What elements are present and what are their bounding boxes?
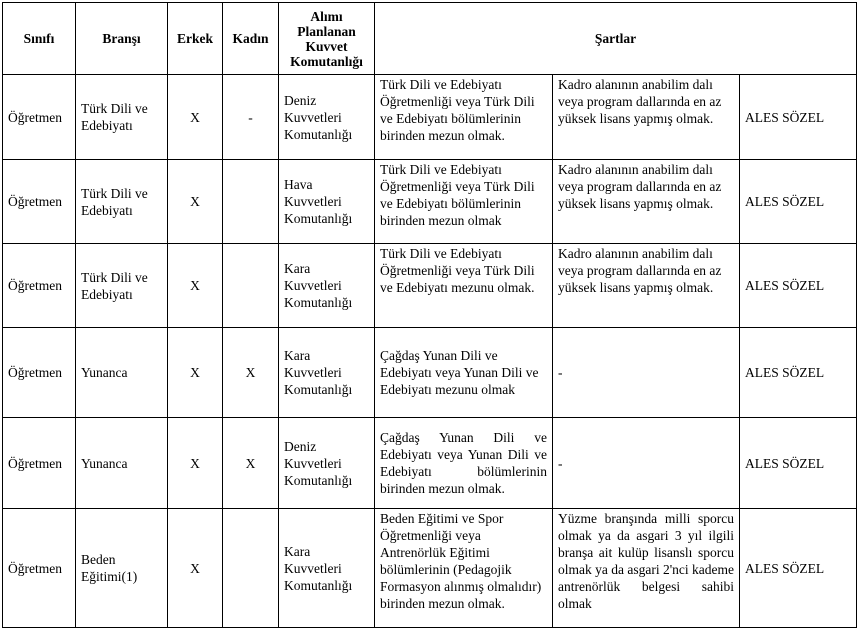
cell-sinifi: Öğretmen — [3, 244, 76, 328]
header-sinifi: Sınıfı — [3, 3, 76, 75]
cell-sinav: ALES SÖZEL — [740, 160, 857, 244]
cell-kadin — [223, 160, 279, 244]
header-erkek: Erkek — [168, 3, 223, 75]
cell-bransi: Yunanca — [76, 418, 168, 509]
cell-sinav: ALES SÖZEL — [740, 418, 857, 509]
cell-sinav: ALES SÖZEL — [740, 328, 857, 418]
table-row — [3, 418, 857, 509]
cell-sinifi: Öğretmen — [3, 328, 76, 418]
cell-bransi: Türk Dili ve Edebiyatı — [76, 75, 168, 160]
cell-erkek: X — [168, 509, 223, 628]
header-alimi: Alımı Planlanan Kuvvet Komutanlığı — [279, 3, 375, 75]
cell-sart-egitim: Beden Eğitimi ve Spor Öğretmenliği veya Antrenörlük Eğitimi bölümlerinin (Pedagojik Formasyon alınmış olmalıdır) birinden mezun olmak. — [375, 509, 553, 628]
cell-kadin: X — [223, 418, 279, 509]
cell-sart-egitim: Türk Dili ve Edebiyatı Öğretmenliği veya Türk Dili ve Edebiyatı bölümlerinin birinden mezun olmak — [375, 160, 553, 244]
header-row — [3, 3, 857, 75]
table-row — [3, 328, 857, 418]
table-row — [3, 75, 857, 160]
cell-sinav: ALES SÖZEL — [740, 244, 857, 328]
header-sartlar: Şartlar — [375, 3, 857, 75]
cell-sart-ek: Kadro alanının anabilim dalı veya program dallarında en az yüksek lisans yapmış olmak. — [553, 160, 740, 244]
cell-sinav: ALES SÖZEL — [740, 75, 857, 160]
cell-sart-ek: Yüzme branşında milli sporcu olmak ya da asgari 3 yıl ilgili branşa ait kulüp lisanslı sporcu olmak ya da asgari 2'nci kademe antrenörlük belgesi sahibi olmak — [553, 509, 740, 628]
cell-bransi: Beden Eğitimi(1) — [76, 509, 168, 628]
cell-sinifi: Öğretmen — [3, 160, 76, 244]
cell-kadin — [223, 244, 279, 328]
cell-sart-egitim: Türk Dili ve Edebiyatı Öğretmenliği veya Türk Dili ve Edebiyatı bölümlerinin birinden mezun olmak. — [375, 75, 553, 160]
positions-table — [2, 2, 857, 628]
cell-sart-egitim: Türk Dili ve Edebiyatı Öğretmenliği veya Türk Dili ve Edebiyatı mezunu olmak. — [375, 244, 553, 328]
cell-sart-ek: - — [553, 418, 740, 509]
header-kadin: Kadın — [223, 3, 279, 75]
cell-erkek: X — [168, 160, 223, 244]
cell-kadin — [223, 509, 279, 628]
cell-kadin: - — [223, 75, 279, 160]
cell-erkek: X — [168, 418, 223, 509]
cell-sart-egitim: Çağdaş Yunan Dili ve Edebiyatı veya Yunan Dili ve Edebiyatı mezunu olmak — [375, 328, 553, 418]
cell-sart-egitim: Çağdaş Yunan Dili ve Edebiyatı veya Yunan Dili ve Edebiyatı bölümlerinin birinden mezun olmak. — [375, 418, 553, 509]
cell-komutanlik: Kara Kuvvetleri Komutanlığı — [279, 328, 375, 418]
table-row — [3, 509, 857, 628]
table-row — [3, 160, 857, 244]
cell-sart-ek: Kadro alanının anabilim dalı veya program dallarında en az yüksek lisans yapmış olmak. — [553, 244, 740, 328]
cell-bransi: Türk Dili ve Edebiyatı — [76, 244, 168, 328]
cell-sinifi: Öğretmen — [3, 509, 76, 628]
cell-sinifi: Öğretmen — [3, 418, 76, 509]
cell-komutanlik: Kara Kuvvetleri Komutanlığı — [279, 244, 375, 328]
cell-erkek: X — [168, 328, 223, 418]
cell-komutanlik: Kara Kuvvetleri Komutanlığı — [279, 509, 375, 628]
header-bransi: Branşı — [76, 3, 168, 75]
cell-sinav: ALES SÖZEL — [740, 509, 857, 628]
cell-komutanlik: Deniz Kuvvetleri Komutanlığı — [279, 418, 375, 509]
cell-sart-ek: Kadro alanının anabilim dalı veya program dallarında en az yüksek lisans yapmış olmak. — [553, 75, 740, 160]
cell-sinifi: Öğretmen — [3, 75, 76, 160]
table-row — [3, 244, 857, 328]
cell-kadin: X — [223, 328, 279, 418]
cell-erkek: X — [168, 75, 223, 160]
cell-bransi: Türk Dili ve Edebiyatı — [76, 160, 168, 244]
cell-komutanlik: Deniz Kuvvetleri Komutanlığı — [279, 75, 375, 160]
cell-bransi: Yunanca — [76, 328, 168, 418]
cell-sart-ek: - — [553, 328, 740, 418]
cell-komutanlik: Hava Kuvvetleri Komutanlığı — [279, 160, 375, 244]
cell-erkek: X — [168, 244, 223, 328]
